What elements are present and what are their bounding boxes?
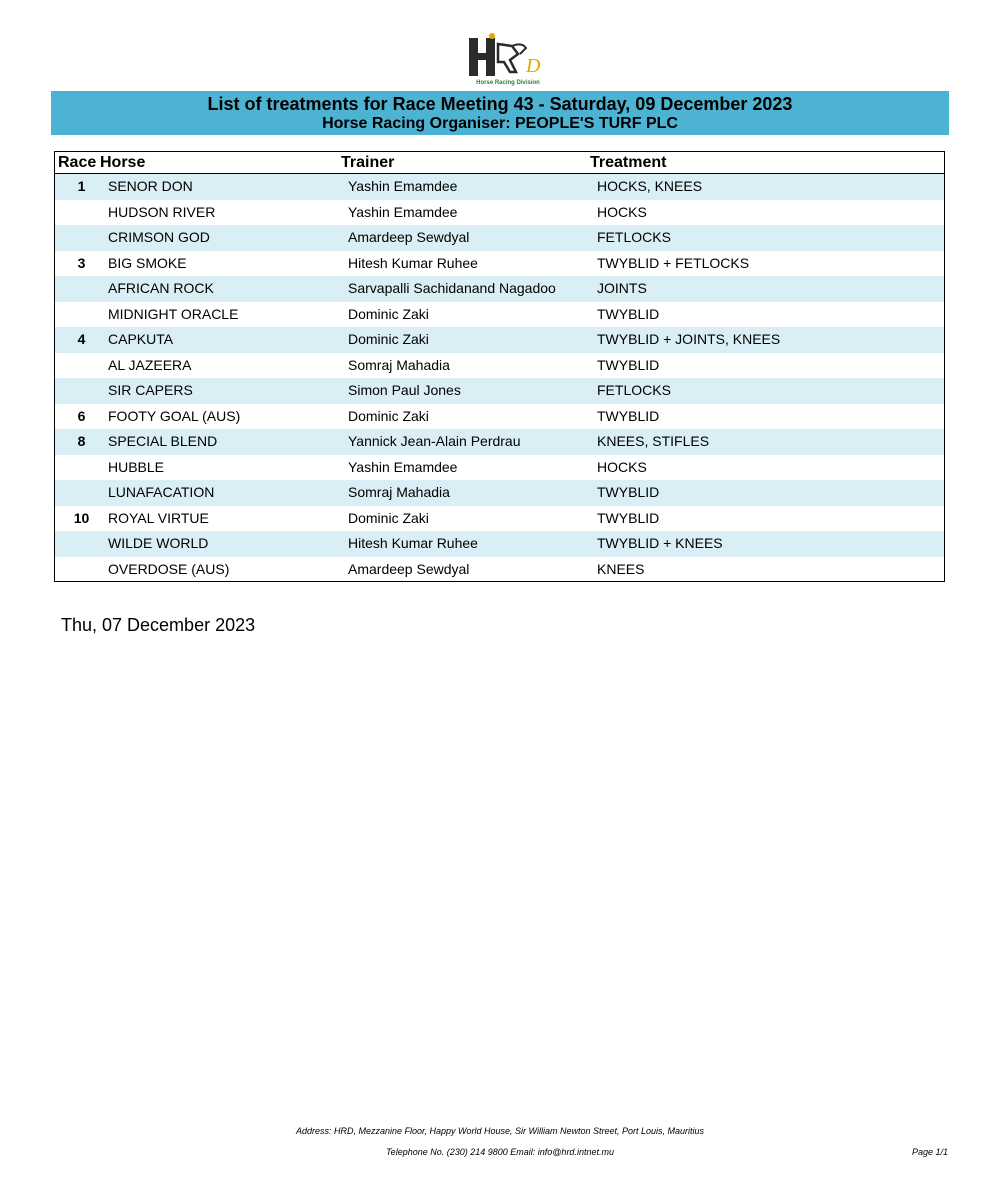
horse-cell: HUBBLE [108,458,165,475]
treatment-cell: HOCKS, KNEES [597,178,703,194]
horse-cell: BIG SMOKE [108,254,187,271]
trainer-cell: Simon Paul Jones [348,382,461,398]
race-cell: 4 [77,331,86,347]
trainer-cell: Sarvapalli Sachidanand Nagadoo [348,280,556,296]
trainer-cell: Yashin Emamdee [348,178,458,194]
column-header-treatment: Treatment [590,154,667,171]
trainer-cell: Dominic Zaki [348,331,429,347]
horse-cell: CAPKUTA [108,331,174,347]
horse-cell: AFRICAN ROCK [108,280,214,296]
page-subtitle: Horse Racing Organiser: PEOPLE'S TURF PLC [322,115,678,132]
horse-cell: OVERDOSE (AUS) [108,560,230,577]
table-row [55,429,944,455]
treatment-cell: JOINTS [597,280,647,296]
table-row [55,225,944,251]
trainer-cell: Dominic Zaki [348,305,429,322]
treatment-cell: HOCKS [597,458,647,475]
treatment-cell: KNEES, STIFLES [597,433,710,449]
trainer-cell: Somraj Mahadia [348,356,450,373]
race-cell: 8 [77,433,86,449]
trainer-cell: Hitesh Kumar Ruhee [348,254,478,271]
page-title: List of treatments for Race Meeting 43 - Saturday, 09 December 2023 [207,94,793,114]
trainer-cell: Dominic Zaki [348,407,429,424]
table-row [55,531,944,557]
table-row [55,251,944,277]
treatment-cell: TWYBLID [597,305,660,322]
footer-telephone: Telephone No. (230) 214 9800 Email: info@hrd.intnet.mu [386,1147,614,1157]
trainer-cell: Dominic Zaki [348,509,429,526]
document-date: Thu, 07 December 2023 [61,615,256,635]
horse-cell: FOOTY GOAL (AUS) [108,407,241,424]
trainer-cell: Yashin Emamdee [348,458,458,475]
table-body [55,174,944,582]
horse-cell: CRIMSON GOD [108,229,210,245]
horse-cell: ROYAL VIRTUE [108,509,209,526]
horse-cell: SPECIAL BLEND [108,433,218,449]
column-header-trainer: Trainer [341,154,395,171]
table-row [55,353,944,379]
trainer-cell: Amardeep Sewdyal [348,229,470,245]
trainer-cell: Yashin Emamdee [348,203,458,220]
treatment-cell: TWYBLID [597,407,660,424]
treatment-cell: TWYBLID [597,356,660,373]
table-row [55,327,944,353]
race-cell: 6 [77,407,86,424]
footer-page-number: Page 1/1 [911,1147,948,1157]
horse-cell: SENOR DON [108,178,193,194]
treatments-table [54,151,945,582]
logo-caption: Horse Racing Division [476,80,540,86]
horse-cell: SIR CAPERS [108,382,193,398]
horse-cell: HUDSON RIVER [108,203,216,220]
race-cell: 10 [73,509,90,526]
treatment-cell: FETLOCKS [597,382,671,398]
footer-address: Address: HRD, Mezzanine Floor, Happy World House, Sir William Newton Street, Port Louis, Mauritius [295,1126,705,1136]
horse-cell: AL JAZEERA [108,356,192,373]
column-header-horse: Horse [100,154,146,171]
trainer-cell: Somraj Mahadia [348,484,450,500]
table-row [55,506,944,532]
table-row [55,455,944,481]
table-row [55,302,944,328]
table-header [55,152,944,174]
horse-cell: MIDNIGHT ORACLE [108,305,239,322]
treatment-cell: TWYBLID [597,484,660,500]
header-banner [51,91,949,135]
treatment-cell: TWYBLID [597,509,660,526]
treatment-cell: FETLOCKS [597,229,671,245]
treatment-cell: TWYBLID + FETLOCKS [597,254,750,271]
table-row [55,480,944,506]
treatment-cell: KNEES [597,560,645,577]
trainer-cell: Yannick Jean-Alain Perdrau [348,433,521,449]
table-row [55,276,944,302]
treatment-cell: HOCKS [597,203,647,220]
treatment-cell: TWYBLID + JOINTS, KNEES [597,331,781,347]
race-cell: 3 [77,254,86,271]
trainer-cell: Hitesh Kumar Ruhee [348,535,478,551]
horse-cell: LUNAFACATION [108,484,215,500]
logo-d-letter: D [526,55,541,77]
table-row [55,200,944,226]
treatment-cell: TWYBLID + KNEES [597,535,723,551]
race-cell: 1 [77,178,86,194]
trainer-cell: Amardeep Sewdyal [348,560,470,577]
table-row [55,404,944,430]
table-row [55,174,944,200]
horse-cell: WILDE WORLD [108,535,209,551]
column-header-race: Race [58,154,97,171]
table-row [55,557,944,583]
table-row [55,378,944,404]
